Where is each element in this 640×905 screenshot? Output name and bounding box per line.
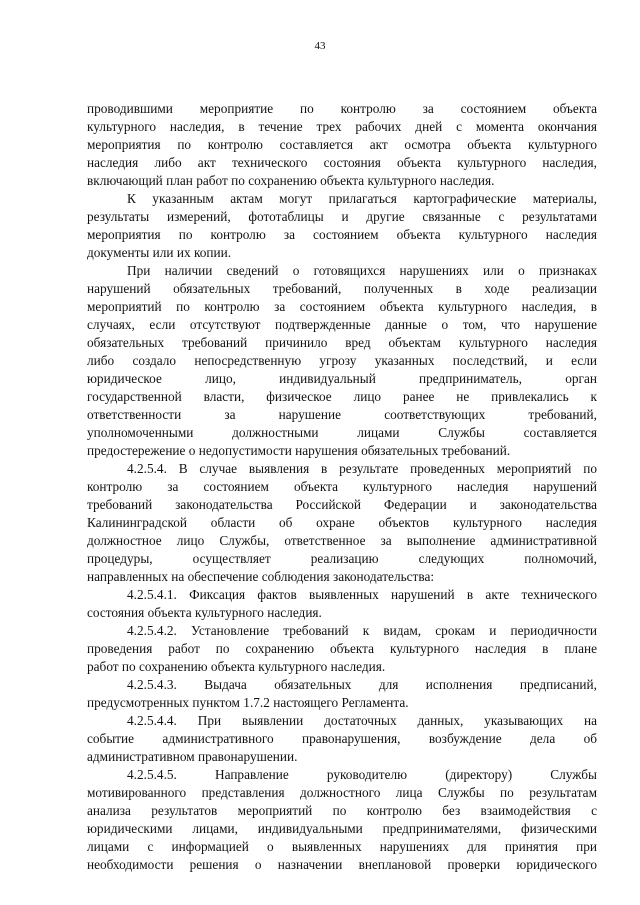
text-line: наследия либо акт технического состояния объекта культурного наследия, <box>87 155 597 170</box>
text-line: состояния объекта культурного наследия. <box>87 605 322 620</box>
text-line: лицами с информацией о выявленных нарушениях для принятия при <box>87 839 597 854</box>
text-line: юридическими лицами, индивидуальными предпринимателями, физическими <box>87 821 597 836</box>
text-line: либо создало непосредственную угрозу указанных последствий, и если <box>87 353 597 368</box>
text-line: административном правонарушении. <box>87 749 298 764</box>
text-line: требований законодательства Российской Федерации и законодательства <box>87 497 597 512</box>
text-line: К указанным актам могут прилагаться картографические материалы, <box>127 191 597 206</box>
text-line: предусмотренных пунктом 1.7.2 настоящего Регламента. <box>87 695 409 710</box>
text-line: включающий план работ по сохранению объекта культурного наследия. <box>87 173 495 188</box>
text-line: случаях, если отсутствуют подтвержденные данные о том, что нарушение <box>87 317 597 332</box>
text-line: юридическое лицо, индивидуальный предприниматель, орган <box>87 371 597 386</box>
text-line: 4.2.5.4.1. Фиксация фактов выявленных нарушений в акте технического <box>127 587 597 602</box>
text-line: мотивированного представления должностного лица Службы по результатам <box>87 785 597 800</box>
text-line: документы или их копии. <box>87 245 232 260</box>
text-line: При наличии сведений о готовящихся нарушениях или о признаках <box>127 263 597 278</box>
text-line: 4.2.5.4.2. Установление требований к видам, срокам и периодичности <box>127 623 597 638</box>
text-line: работ по сохранению объекта культурного наследия. <box>87 659 386 674</box>
text-line: нарушений обязательных требований, полученных в ходе реализации <box>87 281 597 296</box>
text-line: государственной власти, физическое лицо ранее не привлекались к <box>87 389 597 404</box>
page-number: 43 <box>314 40 326 52</box>
text-line: 4.2.5.4. В случае выявления в результате проведенных мероприятий по <box>127 461 597 476</box>
text-line: мероприятия по контролю за состоянием объекта культурного наследия <box>87 227 597 242</box>
text-line: мероприятия по контролю составляется акт осмотра объекта культурного <box>87 137 597 152</box>
text-line: 4.2.5.4.4. При выявлении достаточных данных, указывающих на <box>127 713 597 728</box>
text-line: уполномоченными должностными лицами Службы составляется <box>87 425 597 440</box>
text-line: событие административного правонарушения, возбуждение дела об <box>87 731 597 746</box>
text-line: проводившими мероприятие по контролю за состоянием объекта <box>87 101 597 116</box>
text-line: Калининградской области об охране объектов культурного наследия <box>87 515 597 530</box>
text-line: мероприятий по контролю за состоянием объекта культурного наследия, в <box>87 299 597 314</box>
text-line: проведения работ по сохранению объекта культурного наследия в плане <box>87 641 597 656</box>
text-line: направленных на обеспечение соблюдения законодательства: <box>87 569 435 584</box>
text-line: анализа результатов мероприятий по контролю без взаимодействия с <box>87 803 597 818</box>
text-line: ответственности за нарушение соответствующих требований, <box>87 407 597 422</box>
text-line: должностное лицо Службы, ответственное за выполнение административной <box>87 533 597 548</box>
text-line: результаты измерений, фототаблицы и другие связанные с результатами <box>87 209 597 224</box>
text-line: 4.2.5.4.3. Выдача обязательных для исполнения предписаний, <box>127 677 597 692</box>
text-line: культурного наследия, в течение трех рабочих дней с момента окончания <box>87 119 597 134</box>
text-line: необходимости решения о назначении внеплановой проверки юридического <box>87 857 597 872</box>
text-line: предостережение о недопустимости нарушения обязательных требований. <box>87 443 511 458</box>
text-line: обязательных требований причинило вред объектам культурного наследия <box>87 335 597 350</box>
document-body <box>87 100 597 874</box>
text-line: процедуры, осуществляет реализацию следующих полномочий, <box>87 551 597 566</box>
text-line: контролю за состоянием объекта культурного наследия нарушений <box>87 479 597 494</box>
text-line: 4.2.5.4.5. Направление руководителю (директору) Службы <box>127 767 597 782</box>
